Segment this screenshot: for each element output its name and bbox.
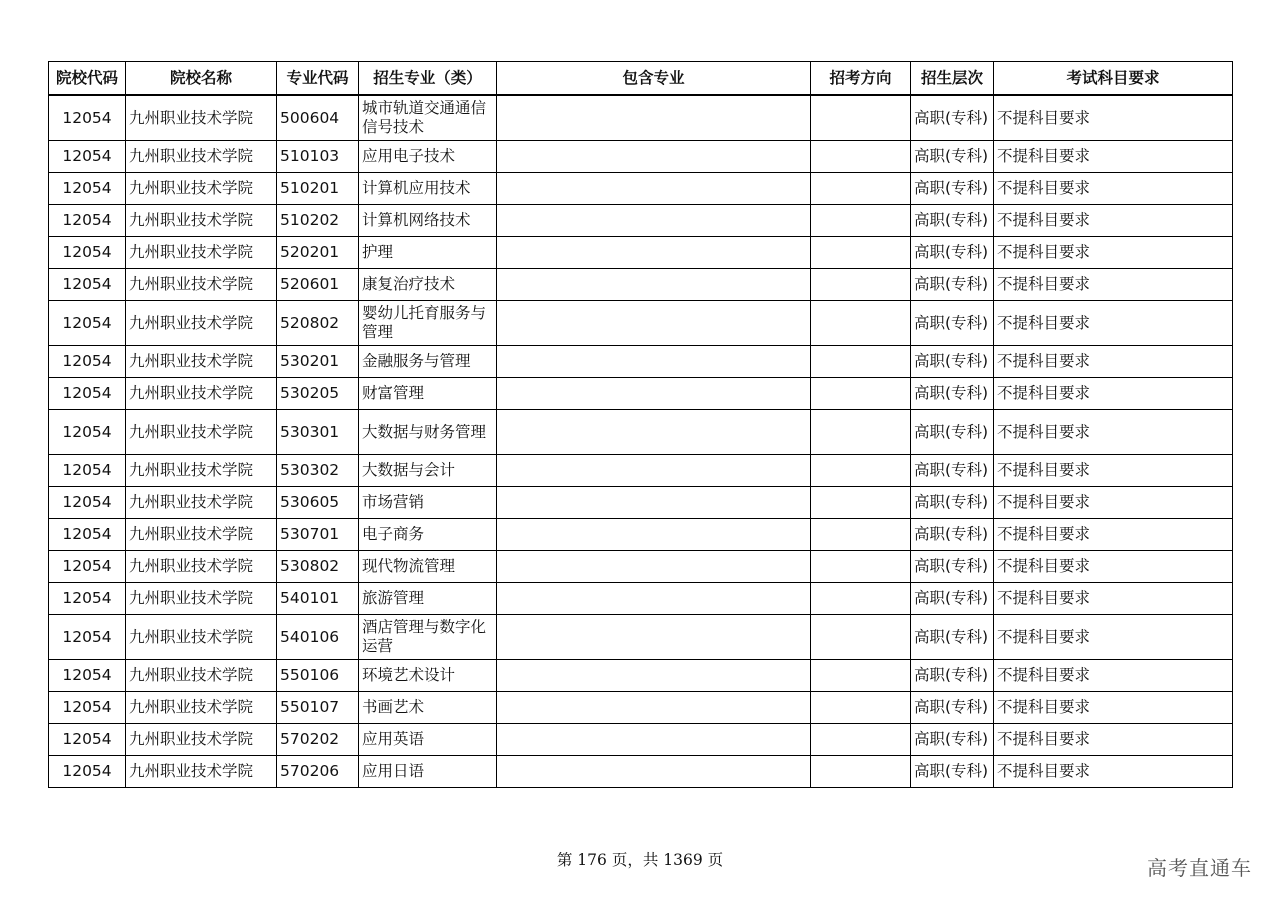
direction-cell [811, 95, 911, 141]
school-name-cell: 九州职业技术学院 [126, 237, 277, 269]
requirement-cell: 不提科目要求 [994, 551, 1233, 583]
requirement-cell: 不提科目要求 [994, 519, 1233, 551]
table-row [49, 615, 1233, 660]
level-cell: 高职(专科) [911, 756, 994, 788]
included-majors-cell [497, 615, 811, 660]
table-row [49, 346, 1233, 378]
level-cell: 高职(专科) [911, 237, 994, 269]
watermark-logo-text: 高考直通车 [1147, 856, 1252, 880]
level-cell: 高职(专科) [911, 660, 994, 692]
included-majors-cell [497, 660, 811, 692]
header-direction: 招考方向 [811, 62, 911, 96]
direction-cell [811, 141, 911, 173]
major-code-cell: 530701 [277, 519, 359, 551]
direction-cell [811, 301, 911, 346]
included-majors-cell [497, 346, 811, 378]
header-major-code: 专业代码 [277, 62, 359, 96]
school-code-cell: 12054 [49, 378, 126, 410]
major-code-cell: 530302 [277, 455, 359, 487]
major-name-cell: 婴幼儿托育服务与管理 [359, 301, 497, 346]
direction-cell [811, 692, 911, 724]
requirement-cell: 不提科目要求 [994, 346, 1233, 378]
major-code-cell: 550106 [277, 660, 359, 692]
major-code-cell: 570206 [277, 756, 359, 788]
header-level: 招生层次 [911, 62, 994, 96]
table-row [49, 660, 1233, 692]
school-code-cell: 12054 [49, 551, 126, 583]
requirement-cell: 不提科目要求 [994, 756, 1233, 788]
major-name-cell: 计算机应用技术 [359, 173, 497, 205]
major-name-cell: 康复治疗技术 [359, 269, 497, 301]
level-cell: 高职(专科) [911, 583, 994, 615]
table-row [49, 237, 1233, 269]
requirement-cell: 不提科目要求 [994, 378, 1233, 410]
level-cell: 高职(专科) [911, 141, 994, 173]
requirement-cell: 不提科目要求 [994, 487, 1233, 519]
table-row [49, 410, 1233, 455]
school-name-cell: 九州职业技术学院 [126, 724, 277, 756]
major-name-cell: 应用英语 [359, 724, 497, 756]
major-code-cell: 510103 [277, 141, 359, 173]
school-name-cell: 九州职业技术学院 [126, 487, 277, 519]
school-name-cell: 九州职业技术学院 [126, 346, 277, 378]
major-name-cell: 护理 [359, 237, 497, 269]
school-code-cell: 12054 [49, 95, 126, 141]
major-code-cell: 530201 [277, 346, 359, 378]
included-majors-cell [497, 410, 811, 455]
school-code-cell: 12054 [49, 519, 126, 551]
direction-cell [811, 724, 911, 756]
requirement-cell: 不提科目要求 [994, 724, 1233, 756]
direction-cell [811, 205, 911, 237]
table-row [49, 724, 1233, 756]
school-code-cell: 12054 [49, 269, 126, 301]
requirement-cell: 不提科目要求 [994, 660, 1233, 692]
major-code-cell: 550107 [277, 692, 359, 724]
direction-cell [811, 455, 911, 487]
table-row [49, 583, 1233, 615]
school-code-cell: 12054 [49, 487, 126, 519]
school-name-cell: 九州职业技术学院 [126, 95, 277, 141]
school-name-cell: 九州职业技术学院 [126, 141, 277, 173]
major-code-cell: 510201 [277, 173, 359, 205]
major-code-cell: 500604 [277, 95, 359, 141]
direction-cell [811, 173, 911, 205]
direction-cell [811, 237, 911, 269]
school-name-cell: 九州职业技术学院 [126, 615, 277, 660]
major-code-cell: 540101 [277, 583, 359, 615]
included-majors-cell [497, 269, 811, 301]
requirement-cell: 不提科目要求 [994, 141, 1233, 173]
included-majors-cell [497, 173, 811, 205]
major-name-cell: 环境艺术设计 [359, 660, 497, 692]
level-cell: 高职(专科) [911, 410, 994, 455]
direction-cell [811, 583, 911, 615]
school-code-cell: 12054 [49, 724, 126, 756]
direction-cell [811, 756, 911, 788]
direction-cell [811, 660, 911, 692]
table-row [49, 205, 1233, 237]
requirement-cell: 不提科目要求 [994, 269, 1233, 301]
direction-cell [811, 551, 911, 583]
table-row [49, 487, 1233, 519]
major-code-cell: 530301 [277, 410, 359, 455]
direction-cell [811, 346, 911, 378]
requirement-cell: 不提科目要求 [994, 237, 1233, 269]
school-code-cell: 12054 [49, 301, 126, 346]
level-cell: 高职(专科) [911, 269, 994, 301]
major-code-cell: 530205 [277, 378, 359, 410]
included-majors-cell [497, 301, 811, 346]
included-majors-cell [497, 237, 811, 269]
major-name-cell: 金融服务与管理 [359, 346, 497, 378]
major-name-cell: 计算机网络技术 [359, 205, 497, 237]
level-cell: 高职(专科) [911, 455, 994, 487]
major-name-cell: 现代物流管理 [359, 551, 497, 583]
requirement-cell: 不提科目要求 [994, 615, 1233, 660]
requirement-cell: 不提科目要求 [994, 95, 1233, 141]
direction-cell [811, 615, 911, 660]
school-code-cell: 12054 [49, 660, 126, 692]
table-row [49, 141, 1233, 173]
included-majors-cell [497, 551, 811, 583]
level-cell: 高职(专科) [911, 173, 994, 205]
major-name-cell: 财富管理 [359, 378, 497, 410]
school-code-cell: 12054 [49, 173, 126, 205]
school-name-cell: 九州职业技术学院 [126, 519, 277, 551]
level-cell: 高职(专科) [911, 487, 994, 519]
table-row [49, 519, 1233, 551]
level-cell: 高职(专科) [911, 615, 994, 660]
school-code-cell: 12054 [49, 692, 126, 724]
included-majors-cell [497, 487, 811, 519]
table-row [49, 756, 1233, 788]
school-name-cell: 九州职业技术学院 [126, 583, 277, 615]
school-name-cell: 九州职业技术学院 [126, 301, 277, 346]
requirement-cell: 不提科目要求 [994, 301, 1233, 346]
major-code-cell: 530605 [277, 487, 359, 519]
direction-cell [811, 269, 911, 301]
school-code-cell: 12054 [49, 583, 126, 615]
school-name-cell: 九州职业技术学院 [126, 455, 277, 487]
header-major-name: 招生专业（类） [359, 62, 497, 96]
included-majors-cell [497, 724, 811, 756]
direction-cell [811, 519, 911, 551]
header-requirement: 考试科目要求 [994, 62, 1233, 96]
requirement-cell: 不提科目要求 [994, 173, 1233, 205]
school-name-cell: 九州职业技术学院 [126, 551, 277, 583]
direction-cell [811, 487, 911, 519]
requirement-cell: 不提科目要求 [994, 410, 1233, 455]
requirement-cell: 不提科目要求 [994, 583, 1233, 615]
table-row [49, 301, 1233, 346]
header-school-code: 院校代码 [49, 62, 126, 96]
level-cell: 高职(专科) [911, 95, 994, 141]
major-name-cell: 市场营销 [359, 487, 497, 519]
level-cell: 高职(专科) [911, 724, 994, 756]
requirement-cell: 不提科目要求 [994, 455, 1233, 487]
major-name-cell: 旅游管理 [359, 583, 497, 615]
table-row [49, 692, 1233, 724]
level-cell: 高职(专科) [911, 692, 994, 724]
major-name-cell: 城市轨道交通通信信号技术 [359, 95, 497, 141]
school-code-cell: 12054 [49, 237, 126, 269]
school-code-cell: 12054 [49, 346, 126, 378]
included-majors-cell [497, 141, 811, 173]
level-cell: 高职(专科) [911, 301, 994, 346]
school-name-cell: 九州职业技术学院 [126, 205, 277, 237]
header-row [49, 62, 1233, 96]
included-majors-cell [497, 692, 811, 724]
major-code-cell: 520802 [277, 301, 359, 346]
included-majors-cell [497, 378, 811, 410]
included-majors-cell [497, 583, 811, 615]
included-majors-cell [497, 205, 811, 237]
school-code-cell: 12054 [49, 615, 126, 660]
level-cell: 高职(专科) [911, 378, 994, 410]
major-name-cell: 大数据与财务管理 [359, 410, 497, 455]
school-name-cell: 九州职业技术学院 [126, 660, 277, 692]
included-majors-cell [497, 756, 811, 788]
requirement-cell: 不提科目要求 [994, 692, 1233, 724]
school-name-cell: 九州职业技术学院 [126, 756, 277, 788]
school-code-cell: 12054 [49, 205, 126, 237]
major-name-cell: 应用日语 [359, 756, 497, 788]
major-name-cell: 应用电子技术 [359, 141, 497, 173]
major-code-cell: 520601 [277, 269, 359, 301]
school-code-cell: 12054 [49, 141, 126, 173]
page-number: 第 176 页，共 1369 页 [556, 851, 724, 869]
direction-cell [811, 378, 911, 410]
level-cell: 高职(专科) [911, 519, 994, 551]
school-name-cell: 九州职业技术学院 [126, 692, 277, 724]
level-cell: 高职(专科) [911, 205, 994, 237]
major-code-cell: 570202 [277, 724, 359, 756]
table-row [49, 173, 1233, 205]
table-body [49, 95, 1233, 788]
table-row [49, 269, 1233, 301]
included-majors-cell [497, 455, 811, 487]
school-name-cell: 九州职业技术学院 [126, 378, 277, 410]
requirement-cell: 不提科目要求 [994, 205, 1233, 237]
table-row [49, 378, 1233, 410]
major-name-cell: 酒店管理与数字化运营 [359, 615, 497, 660]
major-name-cell: 书画艺术 [359, 692, 497, 724]
major-code-cell: 540106 [277, 615, 359, 660]
school-name-cell: 九州职业技术学院 [126, 410, 277, 455]
level-cell: 高职(专科) [911, 551, 994, 583]
major-name-cell: 电子商务 [359, 519, 497, 551]
school-code-cell: 12054 [49, 410, 126, 455]
direction-cell [811, 410, 911, 455]
school-name-cell: 九州职业技术学院 [126, 269, 277, 301]
table-row [49, 95, 1233, 141]
major-code-cell: 530802 [277, 551, 359, 583]
major-code-cell: 520201 [277, 237, 359, 269]
header-included-majors: 包含专业 [497, 62, 811, 96]
major-name-cell: 大数据与会计 [359, 455, 497, 487]
included-majors-cell [497, 95, 811, 141]
school-code-cell: 12054 [49, 455, 126, 487]
table-row [49, 551, 1233, 583]
table-row [49, 455, 1233, 487]
included-majors-cell [497, 519, 811, 551]
header-school-name: 院校名称 [126, 62, 277, 96]
admissions-table [48, 61, 1233, 788]
level-cell: 高职(专科) [911, 346, 994, 378]
school-name-cell: 九州职业技术学院 [126, 173, 277, 205]
major-code-cell: 510202 [277, 205, 359, 237]
school-code-cell: 12054 [49, 756, 126, 788]
